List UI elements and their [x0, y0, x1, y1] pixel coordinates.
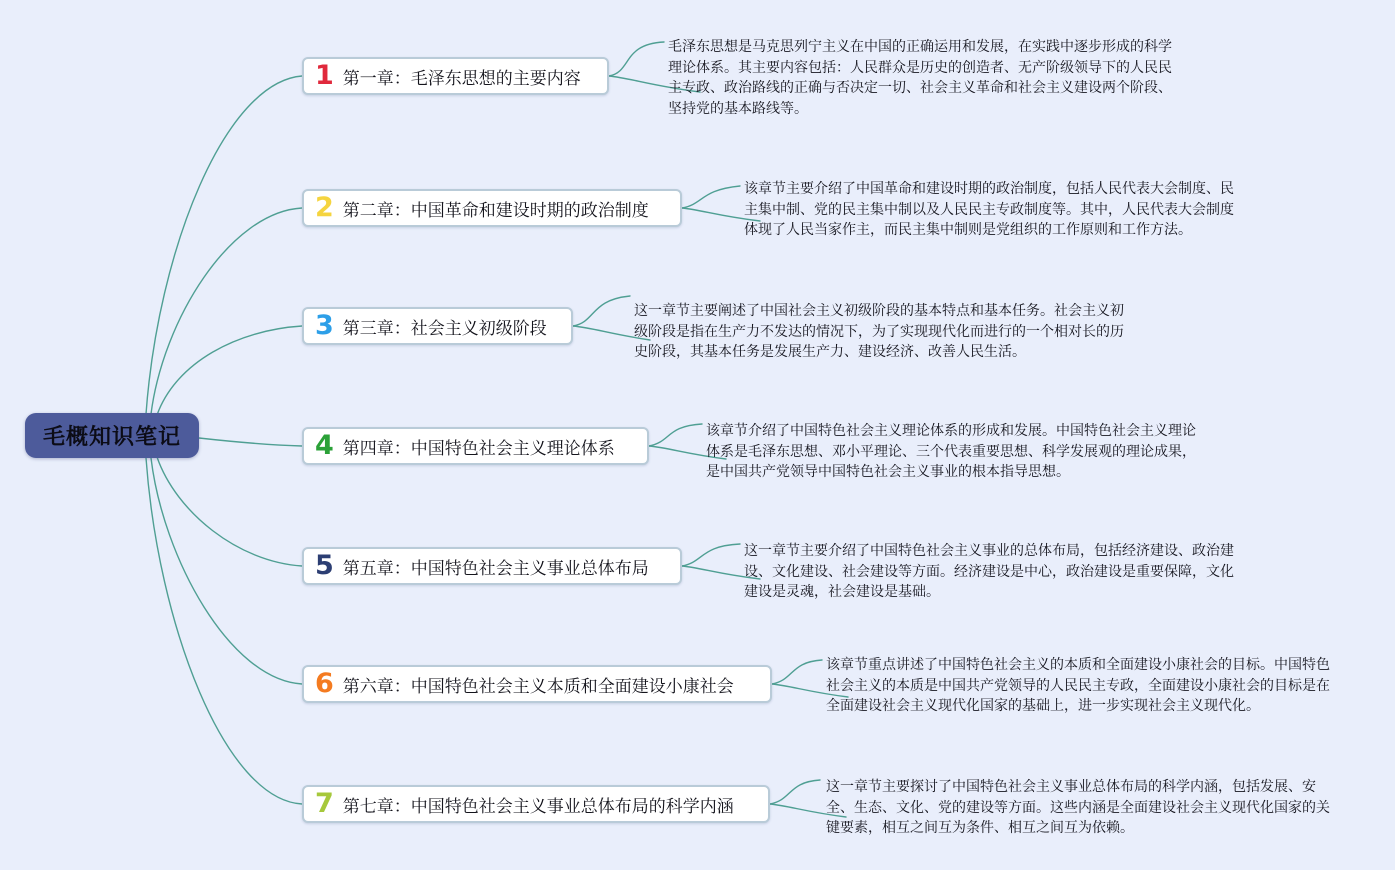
branch-curve-2 [151, 208, 302, 414]
chapter-title: 第五章：中国特色社会主义事业总体布局 [342, 558, 649, 579]
branch-curve-3 [157, 326, 302, 415]
chapter-title: 第七章：中国特色社会主义事业总体布局的科学内涵 [342, 796, 734, 817]
chapter-description-3[interactable]: 这一章节主要阐述了中国社会主义初级阶段的基本特点和基本任务。社会主义初级阶段是指在生产力不发达的情况下，为了实现现代化而进行的一个相对长的历史阶段，其基本任务是发展生产力、建设经济、改善人民生活。 [634, 303, 1124, 360]
branch-curve-4 [199, 438, 302, 446]
chapter-title: 第三章：社会主义初级阶段 [342, 318, 547, 339]
branch-curve-6 [151, 458, 302, 684]
chapter-node-3[interactable] [302, 307, 573, 345]
chapter-title: 第四章：中国特色社会主义理论体系 [342, 438, 615, 459]
chapter-number: 1 [315, 59, 334, 91]
chapter-title: 第一章：毛泽东思想的主要内容 [342, 68, 581, 89]
branch-curve-7 [146, 458, 302, 804]
chapter-number: 2 [315, 191, 334, 223]
chapter-title: 第六章：中国特色社会主义本质和全面建设小康社会 [342, 676, 734, 697]
chapter-description-7[interactable]: 这一章节主要探讨了中国特色社会主义事业总体布局的科学内涵，包括发展、安全、生态、文化、党的建设等方面。这些内涵是全面建设社会主义现代化国家的关键要素，相互之间互为条件、相互之间互为依赖。 [826, 779, 1330, 836]
chapter-number: 6 [315, 667, 334, 699]
chapter-description-1[interactable]: 毛泽东思想是马克思列宁主义在中国的正确运用和发展，在实践中逐步形成的科学理论体系。其主要内容包括：人民群众是历史的创造者、无产阶级领导下的人民民主专政、政治路线的正确与否决定一切、社会主义革命和社会主义建设两个阶段、坚持党的基本路线等。 [668, 39, 1172, 117]
chapter-description-4[interactable]: 该章节介绍了中国特色社会主义理论体系的形成和发展。中国特色社会主义理论体系是毛泽东思想、邓小平理论、三个代表重要思想、科学发展观的理论成果，是中国共产党领导中国特色社会主义事业的根本指导思想。 [706, 423, 1196, 480]
chapter-node-4[interactable] [302, 427, 649, 465]
chapter-number: 3 [315, 309, 334, 341]
chapter-node-7[interactable] [302, 785, 770, 823]
chapter-node-5[interactable] [302, 547, 682, 585]
chapter-description-5[interactable]: 这一章节主要介绍了中国特色社会主义事业的总体布局，包括经济建设、政治建设、文化建设、社会建设等方面。经济建设是中心，政治建设是重要保障，文化建设是灵魂，社会建设是基础。 [744, 543, 1234, 600]
chapter-number: 7 [315, 787, 334, 819]
chapter-title: 第二章：中国革命和建设时期的政治制度 [342, 200, 649, 221]
chapter-number: 4 [315, 429, 334, 461]
root-node[interactable]: 毛概知识笔记 [25, 413, 199, 458]
branch-curve-5 [157, 457, 302, 566]
chapter-description-6[interactable]: 该章节重点讲述了中国特色社会主义的本质和全面建设小康社会的目标。中国特色社会主义的本质是中国共产党领导的人民民主专政，全面建设小康社会的目标是在全面建设社会主义现代化国家的基础上，进一步实现社会主义现代化。 [826, 657, 1330, 714]
branch-curve-1 [146, 76, 302, 414]
chapter-node-6[interactable] [302, 665, 772, 703]
chapter-description-2[interactable]: 该章节主要介绍了中国革命和建设时期的政治制度，包括人民代表大会制度、民主集中制、党的民主集中制以及人民民主专政制度等。其中，人民代表大会制度体现了人民当家作主，而民主集中制则是党组织的工作原则和工作方法。 [744, 181, 1234, 238]
chapter-number: 5 [315, 549, 334, 581]
chapter-node-2[interactable] [302, 189, 682, 227]
chapter-node-1[interactable] [302, 57, 609, 95]
